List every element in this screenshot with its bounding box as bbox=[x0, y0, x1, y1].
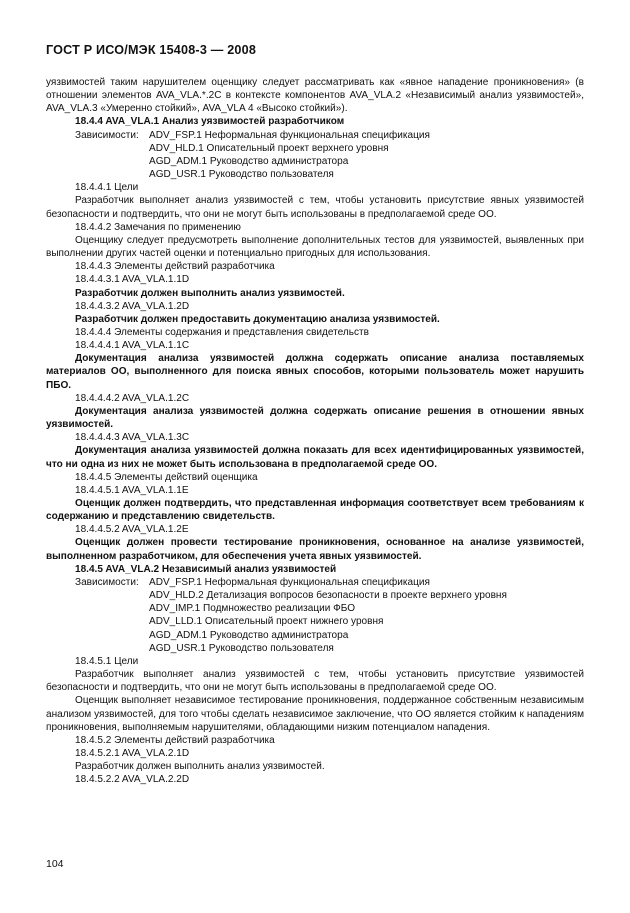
section-heading-18-4-5: 18.4.5 AVA_VLA.2 Независимый анализ уязвимостей bbox=[75, 563, 337, 575]
requirement-text: Документация анализа уязвимостей должна содержать описание анализа поставляемых материалов ОО, выполненного для поиска явных способов, которыми пользователь может нарушить ПБО. bbox=[46, 353, 584, 391]
subsection-title: 18.4.4.3 Элементы действий разработчика bbox=[75, 261, 275, 273]
paragraph: Оценщик выполняет независимое тестирование проникновения, поддержанное собственным независимым анализом уязвимостей, для того чтобы сделать независимое заключение, что ОО является стойким к нападениям проникновения, выполняемым нарушителями, обладающими низким потенциалом нападения. bbox=[46, 695, 584, 733]
dependency-item: AGD_ADM.1 Руководство администратора bbox=[149, 629, 349, 641]
intro-paragraph: уязвимостей таким нарушителем оценщику следует рассматривать как «явное нападение проникновения» (в отношении элементов AVA_VLA.*.2C в контексте компонентов AVA_VLA.2 «Независимый анализ уязвимостей», AVA_VLA.3 «Умеренно стойкий», AVA_VLA 4 «Высоко стойкий»). bbox=[46, 77, 584, 115]
subsection-title: 18.4.5.2 Элементы действий разработчика bbox=[75, 734, 275, 746]
subsection-title: 18.4.4.1 Цели bbox=[75, 182, 139, 194]
element-id: 18.4.4.4.3 AVA_VLA.1.3C bbox=[75, 432, 190, 444]
document-body bbox=[46, 76, 584, 786]
element-id: 18.4.4.5.2 AVA_VLA.1.2E bbox=[75, 524, 189, 536]
element-id: 18.4.4.5.1 AVA_VLA.1.1E bbox=[75, 484, 189, 496]
requirement-text: Оценщик должен провести тестирование проникновения, основанное на анализе уязвимостей, выполненном разработчиком, для обеспечения учета явных уязвимостей. bbox=[46, 537, 584, 562]
dependency-item: ADV_LLD.1 Описательный проект нижнего уровня bbox=[149, 616, 384, 628]
dependency-item: AGD_ADM.1 Руководство администратора bbox=[149, 155, 349, 167]
requirement-text: Документация анализа уязвимостей должна показать для всех идентифицированных уязвимостей, что ни одна из них не может быть использована в предполагаемой среде ОО. bbox=[46, 445, 584, 470]
dependencies-row bbox=[46, 576, 584, 589]
paragraph: Оценщику следует предусмотреть выполнение дополнительных тестов для уязвимостей, выявленных при выполнении других частей оценки и потенциально пригодных для использования. bbox=[46, 234, 584, 260]
subsection-title: 18.4.4.5 Элементы действий оценщика bbox=[75, 471, 258, 483]
subsection-title: 18.4.5.1 Цели bbox=[75, 655, 139, 667]
dependencies-row bbox=[46, 129, 584, 142]
element-id: 18.4.4.3.1 AVA_VLA.1.1D bbox=[75, 274, 190, 286]
element-id: 18.4.5.2.2 AVA_VLA.2.2D bbox=[75, 774, 190, 786]
element-id: 18.4.4.4.2 AVA_VLA.1.2C bbox=[75, 392, 190, 404]
element-id: 18.4.5.2.1 AVA_VLA.2.1D bbox=[75, 747, 190, 759]
element-id: 18.4.4.3.2 AVA_VLA.1.2D bbox=[75, 300, 190, 312]
dependency-item: ADV_FSP.1 Неформальная функциональная спецификация bbox=[149, 576, 430, 588]
paragraph: Разработчик выполняет анализ уязвимостей с тем, чтобы установить присутствие явных уязвимостей безопасности и подтвердить, что они не могут быть использованы в предполагаемой среде ОО. bbox=[46, 195, 584, 220]
dependency-item: AGD_USR.1 Руководство пользователя bbox=[149, 642, 334, 654]
dependency-item: ADV_HLD.2 Детализация вопросов безопасности в проекте верхнего уровня bbox=[149, 590, 507, 602]
dependency-item: ADV_IMP.1 Подмножество реализации ФБО bbox=[149, 603, 356, 615]
dependency-item: ADV_FSP.1 Неформальная функциональная спецификация bbox=[149, 129, 430, 141]
page-header: ГОСТ Р ИСО/МЭК 15408-3 — 2008 bbox=[46, 43, 257, 57]
element-id: 18.4.4.4.1 AVA_VLA.1.1C bbox=[75, 340, 190, 352]
dependency-item: ADV_HLD.1 Описательный проект верхнего уровня bbox=[149, 142, 389, 154]
dependency-item: AGD_USR.1 Руководство пользователя bbox=[149, 169, 334, 181]
requirement-text: Разработчик должен выполнить анализ уязвимостей. bbox=[75, 761, 325, 773]
page-number: 104 bbox=[46, 858, 64, 870]
paragraph: Разработчик выполняет анализ уязвимостей с тем, чтобы установить присутствие уязвимостей безопасности и подтвердить, что они не могут быть использованы в предполагаемой среде ОО. bbox=[46, 669, 584, 694]
dependencies-label: Зависимости: bbox=[75, 576, 139, 588]
requirement-text: Оценщик должен подтвердить, что представленная информация соответствует всем требованиям к содержанию и представлению свидетельств. bbox=[46, 498, 584, 523]
subsection-title: 18.4.4.4 Элементы содержания и представления свидетельств bbox=[75, 326, 369, 338]
requirement-text: Разработчик должен выполнить анализ уязвимостей. bbox=[75, 287, 345, 299]
requirement-text: Разработчик должен предоставить документацию анализа уязвимостей. bbox=[75, 313, 440, 325]
subsection-title: 18.4.4.2 Замечания по применению bbox=[75, 221, 241, 233]
dependencies-label: Зависимости: bbox=[75, 129, 139, 141]
requirement-text: Документация анализа уязвимостей должна содержать описание решения в отношении явных уязвимостей. bbox=[46, 405, 584, 431]
section-heading-18-4-4: 18.4.4 AVA_VLA.1 Анализ уязвимостей разработчиком bbox=[75, 116, 345, 128]
